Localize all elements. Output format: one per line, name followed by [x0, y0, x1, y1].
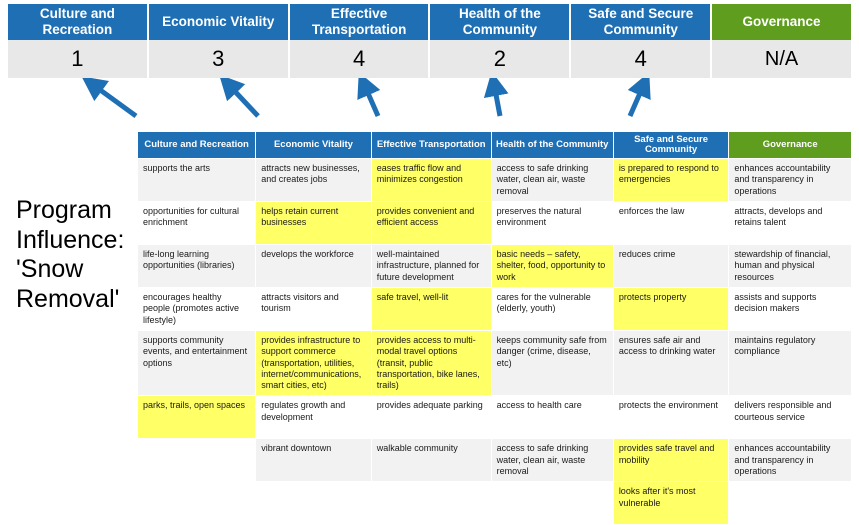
caption-line-1: Program — [16, 196, 112, 224]
matrix-cell: provides access to multi-modal travel options (transit, public transportation, bike lanes, trails) — [371, 331, 491, 396]
matrix-cell: safe travel, well-lit — [371, 288, 491, 331]
matrix-row — [138, 482, 851, 525]
matrix-cell: eases traffic flow and minimizes congestion — [371, 159, 491, 202]
matrix-cell: is prepared to respond to emergencies — [613, 159, 729, 202]
matrix-cell: regulates growth and development — [256, 396, 372, 439]
caption-line-3: 'Snow — [16, 255, 84, 283]
matrix-header-governance: Governance — [729, 132, 851, 159]
matrix-cell: keeps community safe from danger (crime, disease, etc) — [491, 331, 613, 396]
scorecard-band — [8, 4, 851, 78]
scorecard-header-economic-vitality — [149, 4, 290, 40]
matrix-header-safe-and-secure-community: Safe and Secure Community — [613, 132, 729, 159]
matrix-header-health-of-the-community: Health of the Community — [491, 132, 613, 159]
matrix-cell: parks, trails, open spaces — [138, 396, 256, 439]
arrow-icon-culture — [92, 84, 136, 116]
matrix-cell: access to health care — [491, 396, 613, 439]
scorecard-header-safe-and-secure-community — [571, 4, 712, 40]
matrix-cell: enforces the law — [613, 202, 729, 245]
matrix-cell — [371, 482, 491, 525]
score-health-of-the-community: 2 — [430, 40, 571, 78]
matrix-cell: access to safe drinking water, clean air, waste removal — [491, 439, 613, 482]
matrix-cell: life-long learning opportunities (libraries) — [138, 245, 256, 288]
arrow-icon-safety — [630, 84, 644, 116]
matrix-cell: helps retain current businesses — [256, 202, 372, 245]
arrow-icon-transportation — [364, 84, 378, 116]
matrix-cell: preserves the natural environment — [491, 202, 613, 245]
scorecard-header-governance — [712, 4, 851, 40]
scorecard-header-label: Safe and Secure Community — [588, 6, 694, 37]
matrix-row — [138, 288, 851, 331]
matrix-cell: attracts new businesses, and creates jobs — [256, 159, 372, 202]
matrix-row — [138, 331, 851, 396]
matrix-row — [138, 396, 851, 439]
matrix-cell: basic needs – safety, shelter, food, opportunity to work — [491, 245, 613, 288]
score-economic-vitality: 3 — [149, 40, 290, 78]
matrix-cell — [729, 482, 851, 525]
matrix-cell — [256, 482, 372, 525]
program-influence-caption — [16, 196, 136, 314]
score-governance: N/A — [764, 47, 799, 70]
matrix-header-culture-and-recreation: Culture and Recreation — [138, 132, 256, 159]
scorecard-header-label: Governance — [742, 14, 821, 30]
matrix-cell: vibrant downtown — [256, 439, 372, 482]
matrix-cell: walkable community — [371, 439, 491, 482]
scorecard-header-effective-transportation — [290, 4, 431, 40]
matrix-cell: encourages healthy people (promotes active lifestyle) — [138, 288, 256, 331]
matrix-cell: develops the workforce — [256, 245, 372, 288]
matrix-cell: cares for the vulnerable (elderly, youth) — [491, 288, 613, 331]
matrix-body — [138, 159, 851, 525]
scorecard-header-row — [8, 4, 851, 40]
matrix-cell: attracts, develops and retains talent — [729, 202, 851, 245]
matrix-cell: provides safe travel and mobility — [613, 439, 729, 482]
matrix-header-effective-transportation: Effective Transportation — [371, 132, 491, 159]
matrix-cell: access to safe drinking water, clean air, waste removal — [491, 159, 613, 202]
matrix-row — [138, 159, 851, 202]
matrix-cell: provides convenient and efficient access — [371, 202, 491, 245]
matrix-cell: provides adequate parking — [371, 396, 491, 439]
scorecard-score-row — [8, 40, 851, 78]
scorecard-header-label: Culture and Recreation — [39, 6, 115, 37]
matrix-cell: stewardship of financial, human and physical resources — [729, 245, 851, 288]
matrix-cell: provides infrastructure to support commerce (transportation, utilities, internet/communications, smart cities, etc) — [256, 331, 372, 396]
matrix-cell: protects the environment — [613, 396, 729, 439]
score-culture-and-recreation: 1 — [8, 40, 149, 78]
matrix-cell: attracts visitors and tourism — [256, 288, 372, 331]
matrix-cell: maintains regulatory compliance — [729, 331, 851, 396]
matrix-cell: protects property — [613, 288, 729, 331]
matrix-cell: supports the arts — [138, 159, 256, 202]
matrix-cell: ensures safe air and access to drinking water — [613, 331, 729, 396]
matrix-row — [138, 439, 851, 482]
caption-line-2: Influence: — [16, 225, 125, 254]
matrix-row — [138, 202, 851, 245]
matrix-cell: opportunities for cultural enrichment — [138, 202, 256, 245]
matrix-cell: well-maintained infrastructure, planned for future development — [371, 245, 491, 288]
arrow-icon-health — [494, 84, 500, 116]
matrix-cell — [138, 439, 256, 482]
arrow-icon-economic — [228, 84, 258, 116]
score-effective-transportation: 4 — [290, 40, 431, 78]
matrix-row — [138, 245, 851, 288]
matrix-cell: delivers responsible and courteous service — [729, 396, 851, 439]
scorecard-header-label: Economic Vitality — [162, 14, 275, 30]
scorecard-header-label: Effective Transportation — [311, 6, 407, 37]
matrix-header-economic-vitality: Economic Vitality — [256, 132, 372, 159]
matrix-header-row — [138, 132, 851, 159]
caption-line-4: Removal' — [16, 284, 120, 313]
matrix-cell: supports community events, and entertainment options — [138, 331, 256, 396]
score-safe-and-secure-community: 4 — [571, 40, 712, 78]
matrix-cell — [491, 482, 613, 525]
scorecard-header-culture-and-recreation — [8, 4, 149, 40]
scorecard-header-health-of-the-community — [430, 4, 571, 40]
matrix-cell: reduces crime — [613, 245, 729, 288]
matrix-cell: assists and supports decision makers — [729, 288, 851, 331]
scorecard-header-label: Health of the Community — [459, 6, 541, 37]
arrow-group — [0, 78, 859, 136]
matrix-cell — [138, 482, 256, 525]
outcomes-matrix — [138, 132, 851, 525]
matrix-cell: enhances accountability and transparency in operations — [729, 439, 851, 482]
matrix-cell: enhances accountability and transparency in operations — [729, 159, 851, 202]
matrix-cell: looks after it's most vulnerable — [613, 482, 729, 525]
